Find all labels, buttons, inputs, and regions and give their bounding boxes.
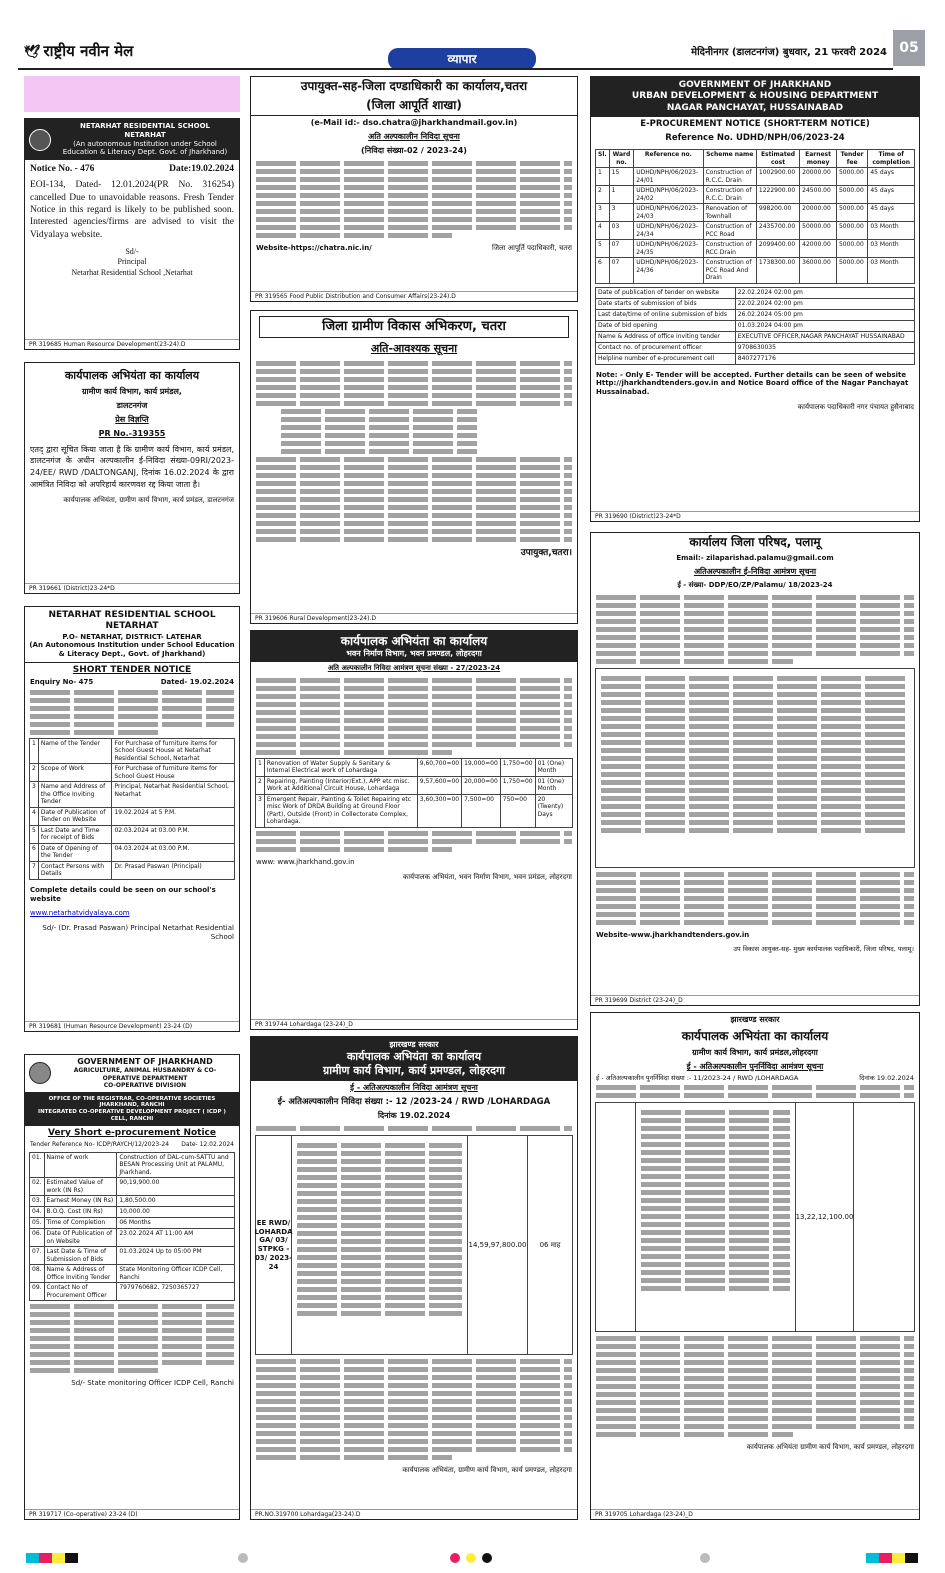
table-cell: Ward no. (609, 150, 634, 168)
table-cell: 36000.00 (800, 258, 837, 284)
table-row (596, 168, 915, 186)
table-cell: 4 (596, 222, 610, 240)
table-cell: 1,750=00 (500, 776, 535, 794)
table-row (30, 1178, 235, 1196)
table-cell: 4 (30, 807, 39, 825)
table-cell: 1 (596, 168, 610, 186)
table-cell: 50000.00 (800, 222, 837, 240)
table-row (30, 1152, 235, 1178)
table-row (30, 825, 235, 843)
notice-title: E-PROCUREMENT NOTICE (SHORT-TERM NOTICE) (640, 118, 870, 129)
table-cell: 03 (609, 222, 634, 240)
school-org: (An autonomous Institution under School Education & Literacy Dept. Govt. of Jharkhand) (62, 139, 228, 157)
table-row (30, 1247, 235, 1265)
table-cell: 19,000=00 (462, 758, 501, 776)
table-cell: 03 Month (868, 222, 915, 240)
table-cell: UDHD/NPH/06/2023-24/36 (634, 258, 703, 284)
website-link[interactable]: www.jharkhand.gov.in (277, 857, 355, 866)
complete-details-note: Complete details could be seen on our school's website (30, 885, 216, 903)
office-title: कार्यालय जिला परिषद, पलामू (689, 535, 821, 549)
rwd-daltonganj-notice (24, 362, 240, 594)
table-cell: Construction of DAL-cum-SATTU and BESAN Processing Unit at PALAMU, Jharkhand. (117, 1152, 235, 1178)
table-cell: Reference no. (634, 150, 703, 168)
signature: उपायुक्त,चतरा। (520, 548, 572, 558)
office-email: Email:- zilaparishad.palamu@gmail.com (676, 554, 834, 562)
table-cell: 5000.00 (836, 204, 867, 222)
table-cell: 10,000.00 (117, 1207, 235, 1218)
office-title: NAGAR PANCHAYAT, HUSSAINABAD (666, 102, 844, 113)
table-row (30, 1196, 235, 1207)
table-cell: Contact no. of procurement officer (596, 342, 736, 353)
table-cell: Scope of Work (38, 764, 112, 782)
notice-title: ई - अतिअल्पकालीन पुनर्निविदा आमंत्रण सूचना (686, 1062, 824, 1071)
table-cell: 08. (30, 1265, 45, 1283)
signature: कार्यपालक पदाधिकारी नगर पंचायत हुसैनाबाद (797, 402, 914, 411)
table-row (596, 298, 915, 309)
signature: कार्यपालक अभियंता, ग्रामीण कार्य विभाग, कार्य प्रमंडल, डालटनगंज (63, 496, 234, 505)
notice-date: दिनांक 19.02.2024 (859, 1074, 914, 1082)
notice-text: एतद् द्वारा सूचित किया जाता है कि ग्रामीण कार्य विभाग, कार्य प्रमंडल, डालटनगंज के अधीन अल्पकालीन ई-निविदा संख्या-09RI/2023-24/EE/ RWD /DALTONGANJ, दिनांक 16.02.2024 के द्वारा आमंत्रित निविदा को अपरिहार्य कारणवश रद्द किया जाता है। (30, 444, 234, 489)
table-row (596, 353, 915, 364)
table-row (30, 1283, 235, 1301)
table-cell: Last Date and Time for receipt of Bids (38, 825, 112, 843)
signature: Sd/- State monitoring Officer ICDP Cell, Ranchi (71, 1379, 234, 1388)
table-cell: Earnest money (800, 150, 837, 168)
office-sub: भवन निर्माण विभाग, भवन प्रमण्डल, लोहरदगा (346, 649, 482, 658)
table-cell: Dr. Prasad Paswan (Principal) (112, 861, 235, 879)
table-cell: 09. (30, 1283, 45, 1301)
table-cell: 5000.00 (836, 186, 867, 204)
office-title: कार्यपालक अभियंता का कार्यालय (346, 1050, 482, 1063)
table-cell: 7,500=00 (462, 794, 501, 827)
table-cell: B.O.Q. Cost (IN Rs) (44, 1207, 117, 1218)
table-cell: 9,60,700=00 (417, 758, 461, 776)
office-email: (e-Mail id:- dso.chatra@jharkhandmail.gov.in) (251, 115, 577, 130)
sign-title: Principal (117, 257, 147, 267)
tender-table (29, 738, 235, 880)
table-cell: 1,80,500.00 (117, 1196, 235, 1207)
table-row (596, 204, 915, 222)
table-row (596, 342, 915, 353)
chatra-rural-notice (250, 310, 578, 624)
table-cell: 45 days (868, 168, 915, 186)
hussainabad-dates (595, 287, 915, 365)
table-cell: Renovation of Townhall (703, 204, 756, 222)
table-cell: Date of bid opening (596, 320, 736, 331)
table-row (596, 240, 915, 258)
table-cell: Date of publication of tender on website (596, 287, 736, 298)
dept-title: AGRICULTURE, ANIMAL HUSBANDRY & CO-OPERATIVE DEPARTMENT (73, 1067, 217, 1082)
table-cell: Sl. (596, 150, 610, 168)
table-cell: 24500.00 (800, 186, 837, 204)
table-cell: Contact No of Procurement Officer (44, 1283, 117, 1301)
table-cell: 22.02.2024 02:00 pm (735, 298, 914, 309)
table-cell: Contact Persons with Details (38, 861, 112, 879)
pr-number: PR No.-319355 (98, 428, 166, 438)
reference-number: ई - संख्या- DDP/EO/ZP/Palamu/ 18/2023-24 (677, 580, 833, 589)
notice-title: अति अल्पकालीन निविदा सूचना (368, 132, 460, 141)
table-cell: Scheme name (703, 150, 756, 168)
signature: जिला आपूर्ति पदाधिकारी, चतरा (492, 244, 572, 252)
office-title: कार्यपालक अभियंता का कार्यालय (340, 634, 488, 648)
pr-footer: PR 319565 Food Public Distribution and Consumer Affairs(23-24).D (251, 291, 577, 302)
tender-reference: ई - अतिअल्पकालीन पुनर्निविदा संख्या :- 11/2023-24 / RWD /LOHARDAGA (596, 1074, 799, 1082)
table-cell: 7 (30, 861, 39, 879)
notice-date: Dated- 19.02.2024 (160, 678, 234, 686)
school-website-link[interactable]: www.netarhatvidyalaya.com (30, 909, 130, 918)
dateline: मेदिनीनगर (डालटनगंज) बुधवार, 21 फरवरी 2024 (691, 47, 887, 58)
table-cell: 1 (256, 758, 265, 776)
notice-date: दिनांक 19.02.2024 (377, 1111, 451, 1121)
table-cell: Date of Publication of Tender on Website (38, 807, 112, 825)
table-cell: Estimated Value of work (IN Rs) (44, 1178, 117, 1196)
notice-text: EOI-134, Dated- 12.01.2024(PR No. 316254) cancelled Due to unavoidable reasons. Fresh Tender Notice in this regard is likely to be published soon. Interested agencies/firms are advised to visit the Vidyalaya website. (30, 180, 234, 240)
notice-date: Date:19.02.2024 (169, 164, 234, 174)
pr-footer: PR 319717 (Co-operative) 23-24 (D) (25, 1509, 239, 1520)
notice-number: (निविदा संख्या-02 / 2023-24) (361, 146, 467, 155)
table-cell: Repairing, Painting (Interior/Ext.), APP etc misc. Work at Additional Circuit House, Lohardaga (264, 776, 417, 794)
table-cell: Date starts of submission of bids (596, 298, 736, 309)
table-cell: 05. (30, 1218, 45, 1229)
pr-footer: PR 319705 Lohardaga (23-24)_D (591, 1509, 919, 1520)
gov-title: GOVERNMENT OF JHARKHAND (77, 1057, 213, 1066)
notice-title: अतिअल्पकालीन ई-निविदा आमंत्रण सूचना (693, 566, 817, 576)
signature: Sd/- (Dr. Prasad Paswan) Principal Netarhat Residential School (42, 924, 234, 941)
masthead-rule (18, 68, 893, 70)
division-title: CO-OPERATIVE DIVISION (103, 1082, 187, 1089)
lohardaga-rwd-notice (250, 1036, 578, 1520)
notice-date: Date- 12.02.2024 (181, 1141, 234, 1149)
estimated-amount: 14,59,97,800.00 (468, 1136, 528, 1354)
sign-sd: Sd/- (125, 247, 139, 257)
gov-title: झारखण्ड सरकार (389, 1040, 439, 1049)
tender-reference: Tender Reference No- ICDP/RAYCH/12/2023-24 (30, 1141, 170, 1149)
works-table (255, 758, 573, 828)
notice-title: SHORT TENDER NOTICE (72, 664, 192, 675)
table-cell: Construction of R.C.C. Drain (703, 186, 756, 204)
school-title: NETARHAT RESIDENTIAL SCHOOL (48, 610, 216, 620)
table-cell: 23.02.2024 AT 11:00 AM (117, 1229, 235, 1247)
dept-title: URBAN DEVELOPMENT & HOUSING DEPARTMENT (631, 91, 879, 102)
table-cell: 06. (30, 1229, 45, 1247)
reference-number: Reference No. UDHD/NPH/06/2023-24 (665, 133, 845, 144)
table-cell: Estimated cost (756, 150, 799, 168)
hussainabad-notice (590, 76, 920, 522)
table-row (30, 843, 235, 861)
cell-title: INTEGRATED CO-OPERATIVE DEVELOPMENT PROJECT ( ICDP ) CELL, RANCHI (38, 1109, 226, 1123)
table-row (256, 794, 573, 827)
notice-number: Notice No. - 476 (30, 164, 95, 174)
table-row (256, 776, 573, 794)
office-place: डालटनगंज (116, 400, 148, 410)
table-cell: 1222900.00 (756, 186, 799, 204)
table-cell: 1,750=00 (500, 758, 535, 776)
table-cell: Date Of Publication of on Website (44, 1229, 117, 1247)
table-cell: 5000.00 (836, 222, 867, 240)
table-cell: EXECUTIVE OFFICER,NAGAR PANCHAYAT HUSSAINABAD (735, 331, 914, 342)
estimated-amount: 13,22,12,100.00 (796, 1103, 854, 1331)
table-cell: Name & Address of Office Inviting Tender (44, 1265, 117, 1283)
paper-logo (18, 41, 133, 61)
signature: कार्यपालक अभियंता, ग्रामीण कार्य विभाग, कार्य प्रमण्डल, लोहरदगा (402, 1466, 572, 1475)
table-cell: Time of Completion (44, 1218, 117, 1229)
table-cell: For Purchase of furniture items for School Guest House at Netarhat Residential School, Netarhat (112, 738, 235, 764)
table-cell: Emergent Repair, Painting & Toilet Repairing etc misc Work of DRDA Building at Ground Floor (Part), Outside (Front) in Collectorate Complex, Lohardaga. (264, 794, 417, 827)
notice-title: अति-आवश्यक सूचना (370, 342, 458, 356)
coop-notice (24, 1054, 240, 1520)
pr-footer: PR 319681 (Human Resource Development) 23-24 (D) (25, 1021, 239, 1032)
table-cell: 8407277176 (735, 353, 914, 364)
table-cell: 9,57,600=00 (417, 776, 461, 794)
table-row (30, 1265, 235, 1283)
office-title: उपायुक्त-सह-जिला दण्डाधिकारी का कार्यालय,चतरा (300, 79, 528, 93)
table-row (30, 782, 235, 808)
school-org: (An Autonomous Institution under School Education & Literacy Dept., Govt. of Jharkhand) (29, 641, 235, 658)
table-row (30, 764, 235, 782)
website-link[interactable]: Website-https://chatra.nic.in/ (256, 244, 372, 252)
table-row (596, 331, 915, 342)
table-row (256, 758, 573, 776)
table-cell: 02.03.2024 at 03.00 P.M. (112, 825, 235, 843)
enquiry-number: Enquiry No- 475 (30, 678, 94, 686)
table-cell: Last Date & Time of Submission of Bids (44, 1247, 117, 1265)
table-cell: Last date/time of online submission of bids (596, 309, 736, 320)
table-cell: 45 days (868, 204, 915, 222)
table-cell: 3 (30, 782, 39, 808)
school-title: NETARHAT RESIDENTIAL SCHOOL (80, 122, 210, 130)
table-cell: 07. (30, 1247, 45, 1265)
table-cell: 19.02.2024 at 5 P.M. (112, 807, 235, 825)
pr-footer: PR 319690 (District)23-24*D (591, 511, 919, 522)
pr-footer: PR 319606 Rural Development(23-24).D (251, 613, 577, 624)
table-cell: 01.03.2024 Up to 05:00 PM (117, 1247, 235, 1265)
office-title: कार्यपालक अभियंता का कार्यालय (681, 1029, 829, 1043)
office-title: OFFICE OF THE REGISTRAR, CO-OPERATIVE SOCIETIES JHARKHAND, RANCHI (48, 1095, 216, 1109)
table-cell: Name and Address of the Office Inviting Tender (38, 782, 112, 808)
table-cell: Name & Address of office inviting tender (596, 331, 736, 342)
table-cell: Earnest Money (IN Rs) (44, 1196, 117, 1207)
school-emblem-icon (29, 129, 51, 151)
signature: कार्यपालक अभियंता ग्रामीण कार्य विभाग, कार्य प्रमण्डल, लोहरदगा (746, 1443, 914, 1452)
table-cell: 20000.00 (800, 168, 837, 186)
table-cell: 1002900.00 (756, 168, 799, 186)
table-cell: 3,60,300=00 (417, 794, 461, 827)
table-row (30, 1218, 235, 1229)
bird-icon: 🕊 (24, 45, 41, 60)
table-cell: 5 (596, 240, 610, 258)
table-cell: 1738300.00 (756, 258, 799, 284)
table-row (30, 861, 235, 879)
pr-footer: PR 319699 District (23-24)_D (591, 995, 919, 1006)
table-cell: 2435700.00 (756, 222, 799, 240)
office-title: कार्यपालक अभियंता का कार्यालय (64, 369, 200, 382)
signature: उप विकास आयुक्त-सह- मुख्य कार्यपालक पदाधिकारी, जिला परिषद, पलामू। (733, 945, 914, 954)
table-cell: 2099400.00 (756, 240, 799, 258)
school-subtitle: NETARHAT (105, 621, 159, 632)
table-cell: 998200.00 (756, 204, 799, 222)
table-cell: UDHD/NPH/06/2023-24/02 (634, 186, 703, 204)
press-release-title: प्रेस विज्ञप्ति (115, 414, 149, 424)
table-cell: 2 (30, 764, 39, 782)
table-cell: UDHD/NPH/06/2023-24/35 (634, 240, 703, 258)
table-cell: 7979760682, 7250365727 (117, 1283, 235, 1301)
table-cell: 22.02.2024 02:00 pm (735, 287, 914, 298)
gov-title: झारखण्ड सरकार (730, 1015, 780, 1024)
notice-title: अति अल्पकालीन निविदा आमंत्रण सूचना संख्या - 27/2023-24 (327, 664, 501, 672)
table-cell: 5 (30, 825, 39, 843)
table-cell: Construction of PCC Road And Drain (703, 258, 756, 284)
table-cell: UDHD/NPH/06/2023-24/34 (634, 222, 703, 240)
office-title: जिला ग्रामीण विकास अभिकरण, चतरा (259, 316, 569, 338)
notice-title: Very Short e-procurement Notice (47, 1128, 217, 1138)
table-cell: 6 (30, 843, 39, 861)
table-cell: UDHD/NPH/06/2023-24/01 (634, 168, 703, 186)
table-cell: For Purchase of furniture items for School Guest House (112, 764, 235, 782)
table-cell: 04.03.2024 at 03.00 P.M. (112, 843, 235, 861)
table-cell: 3 (596, 204, 610, 222)
table-cell: 1 (30, 738, 39, 764)
paper-name: राष्ट्रीय नवीन मेल (43, 42, 134, 60)
table-cell: 1 (609, 186, 634, 204)
table-cell: State Monitoring Officer ICDP Cell, Ranchi (117, 1265, 235, 1283)
table-cell: 3 (609, 204, 634, 222)
table-cell: 01. (30, 1152, 45, 1178)
table-cell: 42000.00 (800, 240, 837, 258)
table-row (30, 807, 235, 825)
table-cell: Date of Opening of the Tender (38, 843, 112, 861)
table-row (30, 738, 235, 764)
netarhat-notice-1 (24, 118, 240, 350)
hussainabad-table (595, 149, 915, 284)
pr-footer: PR 319744 Lohardaga (23-24)_D (251, 1019, 577, 1030)
palamu-notice (590, 532, 920, 1006)
tender-reference: ई- अतिअल्पकालीन निविदा संख्या :- 12 /2023-24 / RWD /LOHARDAGA (277, 1096, 551, 1107)
table-row (596, 287, 915, 298)
table-cell: 06 Months (117, 1218, 235, 1229)
table-cell: 750=00 (500, 794, 535, 827)
office-sub: (जिला आपूर्ति शाखा) (366, 98, 462, 112)
pr-footer: PR 319685 Human Resource Development(23-24).D (25, 339, 239, 350)
table-cell: 03 Month (868, 258, 915, 284)
table-cell: 07 (609, 240, 634, 258)
office-sub: ग्रामीण कार्य विभाग, कार्य प्रमंडल,लोहरदगा (692, 1048, 818, 1057)
table-cell: 5000.00 (836, 240, 867, 258)
office-sub: ग्रामीण कार्य विभाग, कार्य प्रमंडल, (82, 386, 182, 396)
notice-note: Note: - Only E- Tender will be accepted. Further details can be seen of website Http://jharkhandtenders.gov.in and Notice Board office of the Nagar Panchayat Hussainabad. (596, 370, 909, 396)
govt-emblem-icon (29, 1062, 51, 1084)
pr-footer: PR.NO.319700 Lohardaga(23-24).D (251, 1509, 577, 1520)
table-cell: UDHD/NPH/06/2023-24/03 (634, 204, 703, 222)
table-cell: Name of the Tender (38, 738, 112, 764)
school-address: P.O- NETARHAT, DISTRICT- LATEHAR (62, 632, 202, 641)
table-cell: 03 Month (868, 240, 915, 258)
table-cell: Construction of R.C.C. Drain (703, 168, 756, 186)
table-cell: 04. (30, 1207, 45, 1218)
table-cell: 07 (609, 258, 634, 284)
table-row (596, 309, 915, 320)
print-registration-marks (0, 1548, 945, 1568)
table-cell: 20000.00 (800, 204, 837, 222)
table-cell: 01 (One) Month (535, 776, 572, 794)
table-cell: 15 (609, 168, 634, 186)
table-cell: 01 (One) Month (535, 758, 572, 776)
table-cell: 3 (256, 794, 265, 827)
table-cell: 2 (256, 776, 265, 794)
table-row (596, 258, 915, 284)
table-cell: Name of work (44, 1152, 117, 1178)
table-cell: 9708630035 (735, 342, 914, 353)
chatra-supply-notice (250, 76, 578, 302)
coop-table (29, 1152, 235, 1302)
netarhat-notice-2 (24, 606, 240, 1032)
table-row (30, 1229, 235, 1247)
table-cell: Principal, Netarhat Residential School, Netarhat (112, 782, 235, 808)
table-cell: 45 days (868, 186, 915, 204)
lohardaga-building-notice: कार्यपालक अभियंता का कार्यालय भवन निर्माण विभाग, भवन प्रमण्डल, लोहरदगा अति अल्पकालीन निविदा आमंत्रण सूचना संख्या - 27/2023-24 1 Renovation of Water Supply & Sanitary & Internal Electrical work of Lohardaga 9,60,700=00 19,000=00 1,750=00 01 (One) Month 2 Repairing, Painting (Interior/Ext.), APP etc misc. Work at Additional Circuit House, Lohardaga 9,57,600=00 20,000=00 1,750=00 01 (One) Month 3 Emergent Repair, Painting & Toilet Repairing etc misc Work of DRDA Building at Ground Floor (Part), Outside (Front) in Collectorate Complex, Lohardaga. 3,60,300=00 7,500=00 750=00 20 (Twenty) Days www: www.jharkhand.gov.in कार्यपालक अभियंता, भवन निर्माण विभाग, भवन प्रमंडल, लोहरदगा PR 319744 Lohardaga (23-24)_D (250, 630, 578, 1030)
signature: कार्यपालक अभियंता, भवन निर्माण विभाग, भवन प्रमंडल, लोहरदगा (402, 872, 572, 881)
table-cell: Construction of RCC Drain (703, 240, 756, 258)
table-cell: 6 (596, 258, 610, 284)
table-row (596, 186, 915, 204)
section-label: व्यापार (388, 48, 536, 70)
table-row (596, 320, 915, 331)
ad-placeholder (24, 76, 240, 112)
table-row (596, 222, 915, 240)
completion-time: 06 माह (539, 1240, 561, 1249)
table-cell: 26.02.2024 05:00 pm (735, 309, 914, 320)
table-cell: 02. (30, 1178, 45, 1196)
table-cell: Time of completion (868, 150, 915, 168)
page-number: 05 (893, 30, 925, 66)
table-cell: 20,000=00 (462, 776, 501, 794)
table-cell: 03. (30, 1196, 45, 1207)
table-cell: 2 (596, 186, 610, 204)
package-code: EE RWD/ LOHARDA GA/ 03/ STPKG - 03/ 2023-24 (256, 1136, 292, 1354)
lohardaga-rwd2-notice (590, 1012, 920, 1520)
table-cell: 90,19,900.00 (117, 1178, 235, 1196)
table-cell: Construction of PCC Road (703, 222, 756, 240)
office-sub: ग्रामीण कार्य विभाग, कार्य प्रमण्डल, लोहरदगा (323, 1063, 505, 1077)
table-row (30, 1207, 235, 1218)
school-subtitle: NETARHAT (124, 130, 166, 139)
website-link[interactable]: Website-www.jharkhandtenders.gov.in (596, 930, 750, 939)
notice-title: ई - अतिअल्पकालीन निविदा आमंत्रण सूचना (350, 1082, 478, 1092)
sign-office: Netarhat Residential School ,Netarhat (71, 267, 193, 277)
table-cell: 20 (Twenty) Days (535, 794, 572, 827)
table-cell: Tender fee (836, 150, 867, 168)
table-cell: Renovation of Water Supply & Sanitary & Internal Electrical work of Lohardaga (264, 758, 417, 776)
table-cell: 5000.00 (836, 258, 867, 284)
table-cell: 01.03.2024 04:00 pm (735, 320, 914, 331)
table-cell: Helpline number of e-procurement cell (596, 353, 736, 364)
pr-footer: PR 319661 (District)23-24*D (25, 583, 239, 594)
gov-title: GOVERNMENT OF JHARKHAND (678, 80, 832, 90)
table-cell: 5000.00 (836, 168, 867, 186)
